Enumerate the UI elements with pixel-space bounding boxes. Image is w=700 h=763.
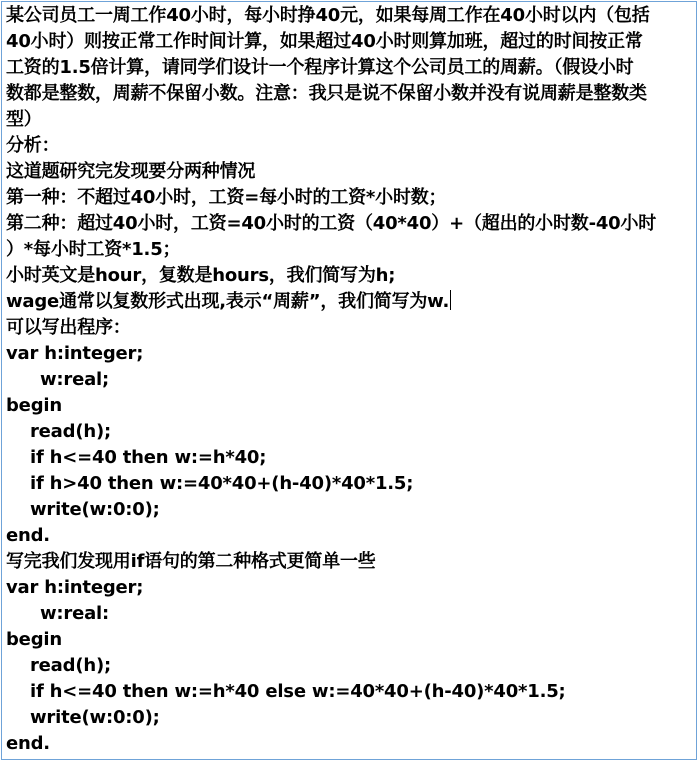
code-line: if h<=40 then w:=h*40; [30,447,267,468]
analysis-intro: 这道题研究完发现要分两种情况 [6,161,256,182]
code-line: var h:integer; [6,343,144,364]
code-line: var h:integer; [6,577,144,598]
code-line: write(w:0:0); [30,707,160,728]
code-line: w:real: [40,603,110,624]
program-2-lead: 写完我们发现用if语句的第二种格式更简单一些 [6,551,376,572]
analysis-case-1: 第一种：不超过40小时，工资=每小时的工资*小时数； [6,187,447,208]
code-line: begin [6,629,62,650]
text-cursor [450,290,451,310]
problem-line-5: 型） [6,109,42,130]
code-line: read(h); [30,655,111,676]
wage-note [6,289,694,315]
program-1-lead: 可以写出程序： [6,317,131,338]
problem-line-1: 某公司员工一周工作40小时，每小时挣40元，如果每周工作在40小时以内（包括 [6,5,650,26]
code-line: begin [6,395,62,416]
document-body [6,3,694,757]
code-line: end. [6,733,50,754]
problem-line-3: 工资的1.5倍计算，请同学们设计一个程序计算这个公司员工的周薪。（假设小时 [6,57,634,78]
code-line: if h>40 then w:=40*40+(h-40)*40*1.5; [30,473,414,494]
analysis-case-2-line-2: ）*每小时工资*1.5； [6,239,181,260]
code-line: read(h); [30,421,111,442]
code-line: w:real; [40,369,110,390]
code-line: if h<=40 then w:=h*40 else w:=40*40+(h-40)*40*1.5; [30,681,566,702]
wage-note-text: wage通常以复数形式出现,表示“周薪”，我们简写为w. [6,291,450,312]
problem-line-2: 40小时）则按正常工作时间计算，如果超过40小时则算加班，超过的时间按正常 [6,31,643,52]
analysis-heading: 分析： [6,135,60,156]
analysis-case-2-line-1: 第二种：超过40小时，工资=40小时的工资（40*40）+（超出的小时数-40小时 [6,213,657,234]
code-line: end. [6,525,50,546]
hour-note: 小时英文是hour，复数是hours，我们简写为h; [6,265,396,286]
problem-line-4: 数都是整数，周薪不保留小数。注意：我只是说不保留小数并没有说周薪是整数类 [6,83,647,104]
code-line: write(w:0:0); [30,499,160,520]
